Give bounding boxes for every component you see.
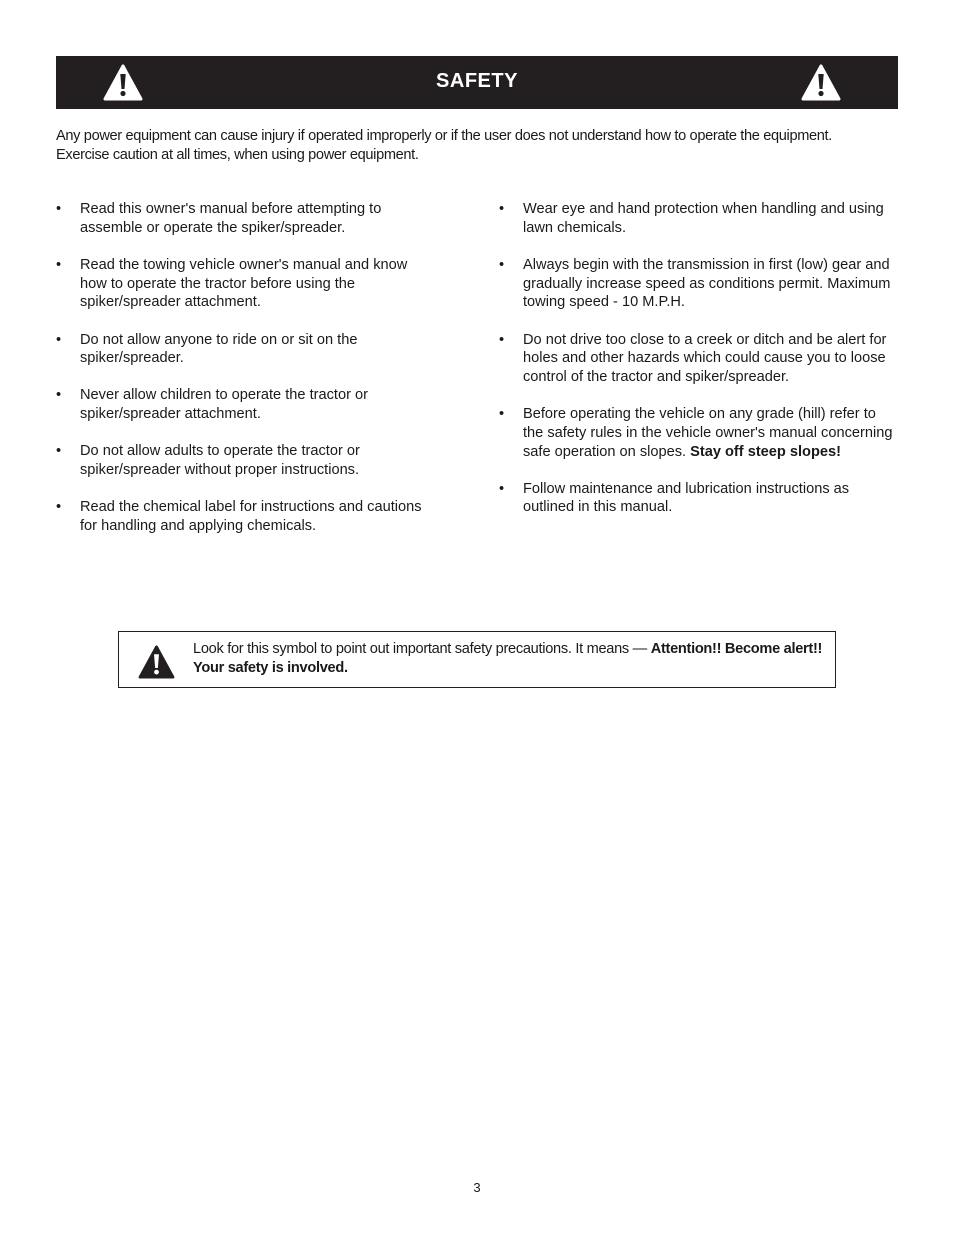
intro-line: Any power equipment can cause injury if operated improperly or if the user does not understand how to operate the equipment.: [56, 128, 832, 144]
list-item: [499, 331, 899, 387]
list-item-text: Read this owner's manual before attempting to assemble or operate the spiker/spreader.: [80, 201, 382, 236]
notice-text-regular: Look for this symbol to point out important safety precautions. It means —: [193, 641, 651, 657]
list-item: [499, 200, 899, 237]
safety-header-bar: [56, 56, 898, 109]
bullet: •: [499, 201, 505, 217]
bullet: •: [56, 387, 62, 404]
list-item-bold-text: Stay off steep slopes!: [690, 443, 841, 460]
list-item: [56, 442, 436, 479]
list-item-text: Read the towing vehicle owner's manual and know how to operate the tractor before using the spiker/spreader attachment.: [80, 256, 408, 311]
safety-list-right: [499, 200, 899, 536]
list-item: [56, 331, 436, 368]
list-item: [56, 386, 436, 423]
safety-symbol-notice: [118, 631, 836, 688]
list-item: [56, 200, 436, 237]
list-item: [56, 256, 436, 312]
safety-list-left: [56, 200, 436, 554]
list-item-text: Do not allow anyone to ride on or sit on the spiker/spreader.: [80, 331, 358, 367]
list-item: [499, 256, 899, 312]
warning-triangle-icon: [801, 64, 841, 101]
bullet: •: [56, 256, 62, 273]
notice-text-bold: Attention!! Become alert!! Your safety is involved.: [193, 641, 823, 676]
list-item-text: Do not allow adults to operate the tractor or spiker/spreader without proper instructions.: [80, 443, 360, 479]
bullet: •: [499, 331, 505, 348]
list-item: [499, 405, 899, 461]
list-item: [56, 498, 436, 535]
bullet: •: [499, 480, 505, 497]
list-item-text: Read the chemical label for instructions and cautions for handling and applying chemicals.: [80, 499, 422, 534]
list-item-text: Do not drive too close to a creek or ditch and be alert for holes and other hazards which could cause you to loose control of the tractor and spiker/spreader.: [523, 331, 887, 385]
intro-paragraph: [56, 127, 906, 165]
list-item: [499, 480, 899, 517]
list-item-text: Always begin with the transmission in first (low) gear and gradually increase speed as conditions permit. Maximum towing speed - 10 M.P.H.: [523, 256, 891, 311]
notice-text: [193, 640, 828, 678]
list-item-text: Before operating the vehicle on any grade (hill) refer to the safety rules in the vehicle owner's manual concerning safe operation on slopes.: [523, 406, 893, 460]
bullet: •: [56, 443, 62, 460]
warning-triangle-icon: [138, 645, 175, 679]
bullet: •: [499, 256, 505, 273]
bullet: •: [56, 201, 62, 217]
list-item-text: Never allow children to operate the tractor or spiker/spreader attachment.: [80, 387, 368, 423]
intro-line: Exercise caution at all times, when using power equipment.: [56, 147, 419, 163]
list-item-text: Wear eye and hand protection when handling and using lawn chemicals.: [523, 201, 884, 236]
bullet: •: [56, 499, 62, 516]
page-title: SAFETY: [436, 70, 518, 92]
bullet: •: [499, 406, 505, 423]
page-number: 3: [473, 1180, 481, 1195]
bullet: •: [56, 331, 62, 348]
list-item-text: Follow maintenance and lubrication instructions as outlined in this manual.: [523, 480, 850, 516]
